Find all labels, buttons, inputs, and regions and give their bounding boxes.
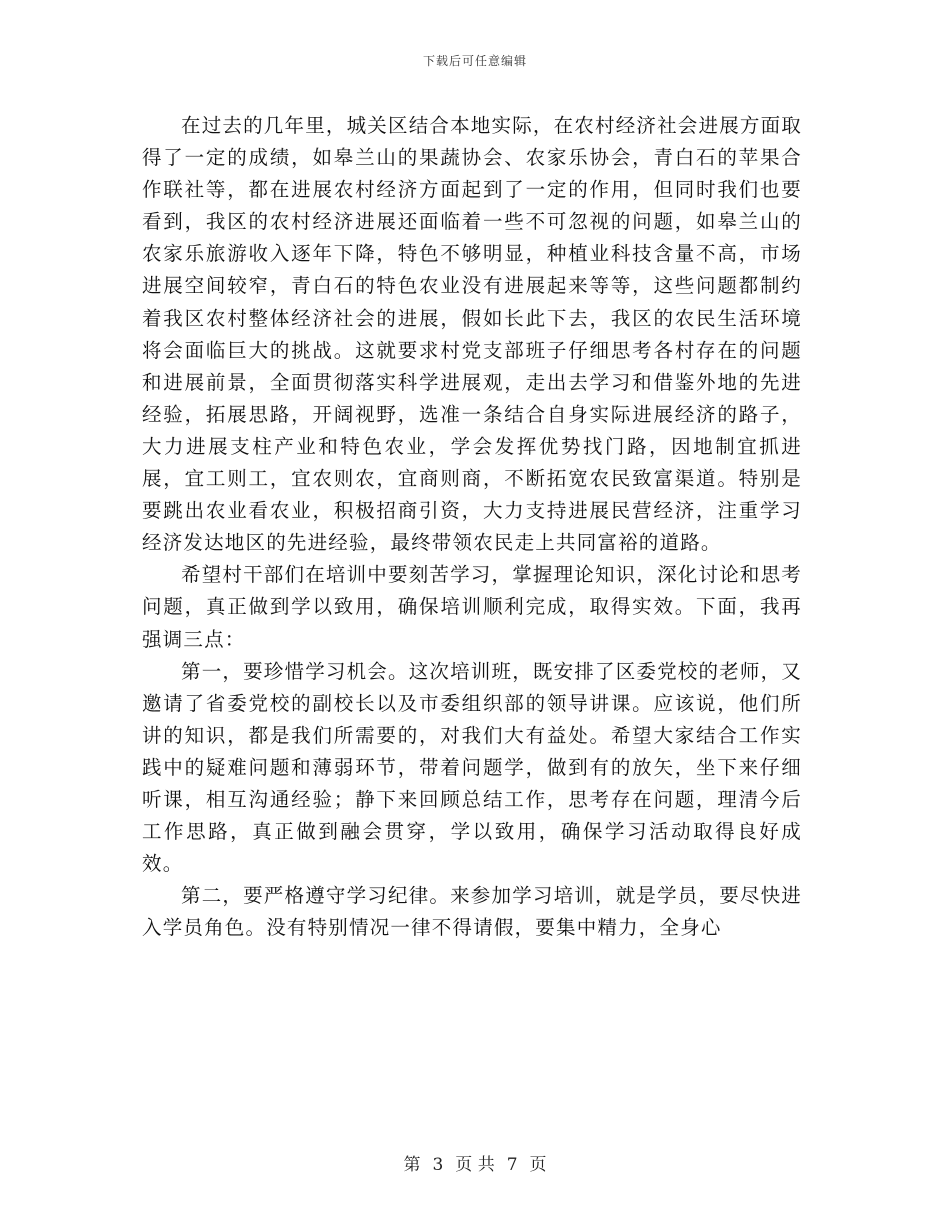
paragraph-1: 在过去的几年里，城关区结合本地实际，在农村经济社会进展方面取得了一定的成绩，如皋兰山的果蔬协会、农家乐协会，青白石的苹果合作联社等，都在进展农村经济方面起到了一定的作用，但同时我们也要看到，我区的农村经济进展还面临着一些不可忽视的问题，如皋兰山的农家乐旅游收入逐年下降，特色不够明显，种植业科技含量不高，市场进展空间较窄，青白石的特色农业没有进展起来等等，这些问题都制约着我区农村整体经济社会的进展，假如长此下去，我区的农民生活环境将会面临巨大的挑战。这就要求村党支部班子仔细思考各村存在的问题和进展前景，全面贯彻落实科学进展观，走出去学习和借鉴外地的先进经验，拓展思路，开阔视野，选准一条结合自身实际进展经济的路子，大力进展支柱产业和特色农业，学会发挥优势找门路，因地制宜抓进展，宜工则工，宜农则农，宜商则商，不断拓宽农民致富渠道。特别是要跳出农业看农业，积极招商引资，大力支持进展民营经济，注重学习经济发达地区的先进经验，最终带领农民走上共同富裕的道路。 — [142, 114, 803, 555]
page-footer — [0, 1150, 950, 1175]
footer-total-pages: 7 — [506, 1155, 518, 1175]
paragraph-2: 希望村干部们在培训中要刻苦学习，掌握理论知识，深化讨论和思考问题，真正做到学以致用，确保培训顺利完成，取得实效。下面，我再强调三点： — [142, 563, 803, 651]
paragraph-4: 第二，要严格遵守学习纪律。来参加学习培训，就是学员，要尽快进入学员角色。没有特别情况一律不得请假，要集中精力，全身心 — [142, 884, 803, 940]
footer-suffix: 页 — [529, 1155, 547, 1175]
document-body — [142, 110, 802, 944]
paragraph-3: 第一，要珍惜学习机会。这次培训班，既安排了区委党校的老师，又邀请了省委党校的副校长以及市委组织部的领导讲课。应该说，他们所讲的知识，都是我们所需要的，对我们大有益处。希望大家结合工作实践中的疑难问题和薄弱环节，带着问题学，做到有的放矢，坐下来仔细听课，相互沟通经验；静下来回顾总结工作，思考存在问题，理清今后工作思路，真正做到融会贯穿，学以致用，确保学习活动取得良好成效。 — [142, 659, 803, 876]
page-header: 下载后可任意编辑 — [422, 54, 527, 68]
footer-page-number: 3 — [432, 1155, 444, 1175]
footer-prefix: 第 — [403, 1155, 421, 1175]
footer-middle: 页 共 — [455, 1155, 495, 1175]
